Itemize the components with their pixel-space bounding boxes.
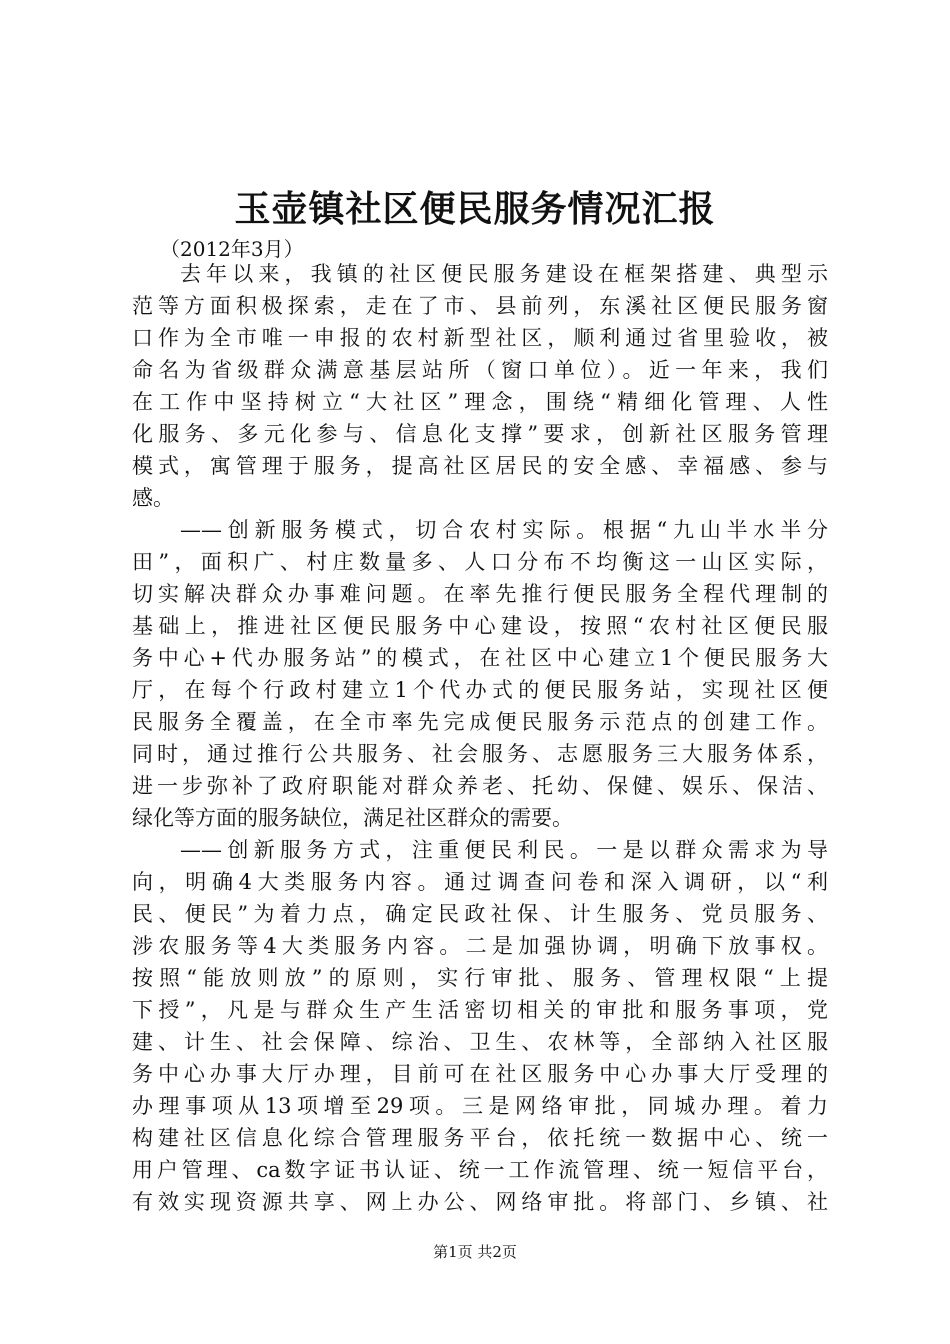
paragraph-3-line: 民、便民”为着力点，确定民政社保、计生服务、党员服务、 bbox=[132, 902, 828, 926]
paragraph-2-line: 务中心+代办服务站”的模式，在社区中心建立1个便民服务大 bbox=[132, 646, 828, 670]
paragraph-1-line: 范等方面积极探索，走在了市、县前列，东溪社区便民服务窗 bbox=[132, 294, 828, 318]
paragraph-3-line: ——创新服务方式，注重便民利民。一是以群众需求为导 bbox=[180, 838, 828, 862]
document-body bbox=[132, 258, 828, 1218]
paragraph-2-line: ——创新服务模式，切合农村实际。根据“九山半水半分 bbox=[180, 518, 828, 542]
paragraph-3-line: 下授”，凡是与群众生产生活密切相关的审批和服务事项，党 bbox=[132, 998, 828, 1022]
paragraph-2-line: 切实解决群众办事难问题。在率先推行便民服务全程代理制的 bbox=[132, 582, 828, 606]
paragraph-1-line: 感。 bbox=[132, 486, 174, 510]
paragraph-1-line: 命名为省级群众满意基层站所（窗口单位）。近一年来，我们 bbox=[132, 358, 828, 382]
paragraph-2-line: 进一步弥补了政府职能对群众养老、托幼、保健、娱乐、保洁、 bbox=[132, 774, 828, 798]
paragraph-3-line: 务中心办事大厅办理，目前可在社区服务中心办事大厅受理的 bbox=[132, 1062, 828, 1086]
paragraph-1-line: 化服务、多元化参与、信息化支撑”要求，创新社区服务管理 bbox=[132, 422, 828, 446]
paragraph-2-line: 厅，在每个行政村建立1个代办式的便民服务站，实现社区便 bbox=[132, 678, 828, 702]
paragraph-1-line: 去年以来，我镇的社区便民服务建设在框架搭建、典型示 bbox=[180, 262, 828, 286]
paragraph-1-line: 在工作中坚持树立“大社区”理念，围绕“精细化管理、人性 bbox=[132, 390, 828, 414]
paragraph-2-line: 绿化等方面的服务缺位，满足社区群众的需要。 bbox=[132, 806, 573, 830]
paragraph-3-line: 办理事项从13项增至29项。三是网络审批，同城办理。着力 bbox=[132, 1094, 828, 1118]
paragraph-3-line: 涉农服务等4大类服务内容。二是加强协调，明确下放事权。 bbox=[132, 934, 828, 958]
paragraph-3-line: 用户管理、ca数字证书认证、统一工作流管理、统一短信平台， bbox=[132, 1158, 828, 1182]
paragraph-1-line: 口作为全市唯一申报的农村新型社区，顺利通过省里验收，被 bbox=[132, 326, 828, 350]
document-date: （2012年3月） bbox=[160, 237, 304, 261]
paragraph-2-line: 基础上，推进社区便民服务中心建设，按照“农村社区便民服 bbox=[132, 614, 828, 638]
paragraph-3-line: 有效实现资源共享、网上办公、网络审批。将部门、乡镇、社 bbox=[132, 1190, 828, 1214]
paragraph-3-line: 按照“能放则放”的原则，实行审批、服务、管理权限“上提 bbox=[132, 966, 828, 990]
paragraph-3-line: 建、计生、社会保障、综治、卫生、农林等，全部纳入社区服 bbox=[132, 1030, 828, 1054]
paragraph-2-line: 田”，面积广、村庄数量多、人口分布不均衡这一山区实际， bbox=[132, 550, 828, 574]
paragraph-3-line: 向，明确4大类服务内容。通过调查问卷和深入调研，以“利 bbox=[132, 870, 828, 894]
document-title: 玉壶镇社区便民服务情况汇报 bbox=[234, 188, 716, 230]
paragraph-2-line: 民服务全覆盖，在全市率先完成便民服务示范点的创建工作。 bbox=[132, 710, 828, 734]
page-footer: 第1页 共2页 bbox=[433, 1243, 517, 1261]
paragraph-3-line: 构建社区信息化综合管理服务平台，依托统一数据中心、统一 bbox=[132, 1126, 828, 1150]
paragraph-1-line: 模式，寓管理于服务，提高社区居民的安全感、幸福感、参与 bbox=[132, 454, 828, 478]
paragraph-2-line: 同时，通过推行公共服务、社会服务、志愿服务三大服务体系， bbox=[132, 742, 828, 766]
